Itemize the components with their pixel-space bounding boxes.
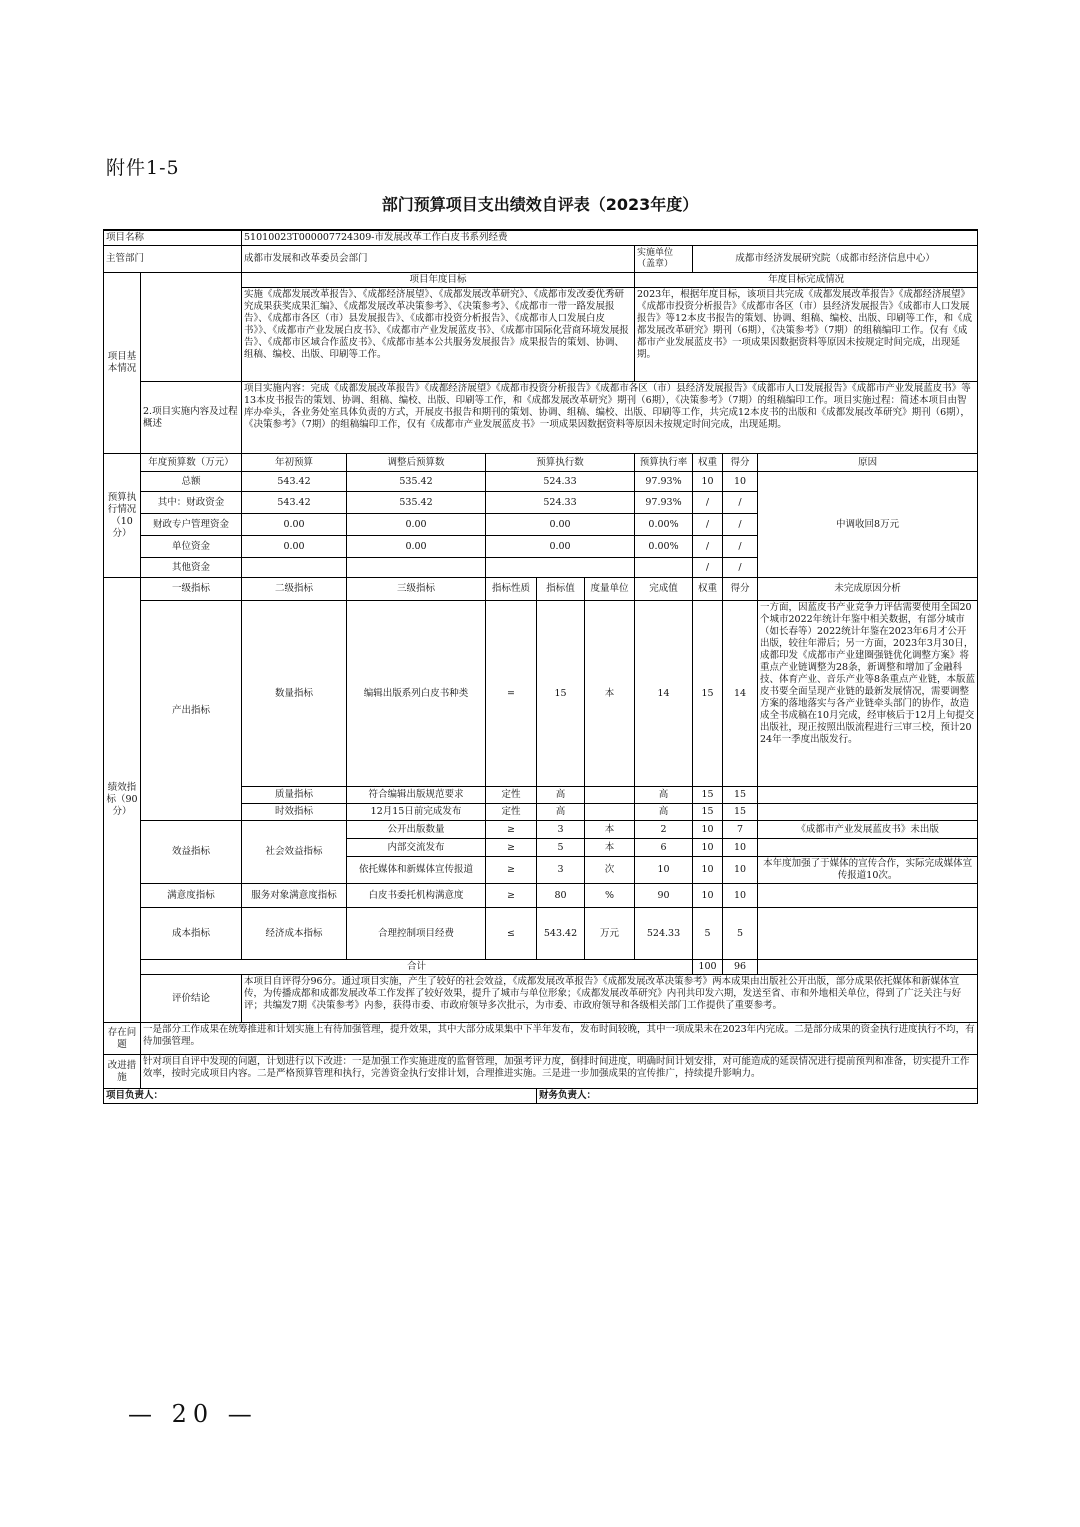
perf-unit: 本 [585,601,635,787]
budget-row-label: 总额 [141,472,242,492]
perf-done: 524.33 [635,908,693,960]
perf-l1: 满意度指标 [141,884,242,908]
perf-header-l2: 二级指标 [242,578,347,601]
perf-l2: 质量指标 [242,787,347,804]
budget-header-adjusted: 调整后预算数 [347,454,486,472]
budget-weight: 10 [693,472,723,492]
budget-header-executed: 预算执行数 [486,454,635,472]
budget-row-label: 财政专户管理资金 [141,514,242,536]
perf-nature: ≤ [486,908,537,960]
perf-unit: % [585,884,635,908]
budget-reason: 中调收回8万元 [758,472,978,578]
page-title: 部门预算项目支出绩效自评表（2023年度） [381,195,699,214]
perf-nature: = [486,601,537,787]
budget-score: 10 [723,472,758,492]
perf-weight: 10 [693,821,723,839]
perf-score: 7 [723,821,758,839]
perf-done: 90 [635,884,693,908]
total-label: 合计 [141,960,693,975]
dept-label: 主管部门 [104,246,242,273]
perf-done: 高 [635,804,693,821]
goal-header: 项目年度目标 [242,273,635,288]
perf-value: 5 [537,839,585,857]
perf-header-score: 得分 [723,578,758,601]
perf-unit: 本 [585,821,635,839]
perf-weight: 10 [693,839,723,857]
budget-initial: 0.00 [242,514,347,536]
perf-l1: 成本指标 [141,908,242,960]
budget-weight: / [693,514,723,536]
perf-reason: 本年度加强了于媒体的宣传合作，实际完成媒体宣传报道10次。 [758,857,978,884]
perf-total-row [104,960,978,975]
self-evaluation-table [103,229,978,1104]
perf-weight: 5 [693,908,723,960]
perf-score: 10 [723,857,758,884]
perf-weight: 10 [693,884,723,908]
budget-weight: / [693,558,723,578]
budget-score: / [723,536,758,558]
budget-header-reason: 原因 [758,454,978,472]
budget-executed [486,558,635,578]
perf-weight: 15 [693,804,723,821]
perf-l3: 白皮书委托机构满意度 [347,884,486,908]
attachment-label: 附件1-5 [106,157,180,179]
perf-reason: 《成都市产业发展蓝皮书》未出版 [758,821,978,839]
budget-header-rate: 预算执行率 [635,454,693,472]
perf-unit: 次 [585,857,635,884]
perf-nature: ≥ [486,857,537,884]
perf-header-reason: 未完成原因分析 [758,578,978,601]
conclusion-label: 评价结论 [141,975,242,1023]
benefit-l2: 社会效益指标 [242,821,347,884]
budget-rate: 97.93% [635,472,693,492]
project-name: 51010023T000007724309-市发展改革工作白皮书系列经费 [242,230,978,246]
perf-l3: 符合编辑出版规范要求 [347,787,486,804]
budget-executed: 0.00 [486,514,635,536]
perf-reason [758,908,978,960]
perf-row-satisfaction [104,884,978,908]
budget-executed: 0.00 [486,536,635,558]
perf-unit: 万元 [585,908,635,960]
budget-weight: / [693,536,723,558]
benefit-label: 效益指标 [141,821,242,884]
perf-value: 3 [537,857,585,884]
budget-header-weight: 权重 [693,454,723,472]
perf-score: 10 [723,839,758,857]
item1-goal: 实施《成都发展改革报告》、《成都经济展望》、《成都发展改革研究》、《成都市发改委优秀研究成果获奖成果汇编》、《成都发展改革决策参考》、《决策参考》、《成都市一带一路发展报告》、《成都市各区（市）县发展报告》、《成都市投资分析报告》、《成都市人口发展白皮书》》、《成都市产业发展白皮书》、《成都市产业发展蓝皮书》、《成都市国际化营商环境发展报告》、《成都市区域合作蓝皮书》、《成都市基本公共服务发展报告》成果报告的策划、协调、组稿、编校、出版、印刷等工作。 [242,288,635,382]
perf-header-l1: 一级指标 [141,578,242,601]
budget-adjusted: 535.42 [347,472,486,492]
conclusion-text: 本项目自评得分96分。通过项目实施，产生了较好的社会效益，《成都发展改革报告》《成都发展改革决策参考》两本成果由出版社公开出版，部分成果依托媒体和新媒体宣传，为传播成都和成都发展改革工作发挥了较好效果，提升了城市与单位形象；《成都发展改革研究》内刊共印发六期，发送至省、市和外地相关单位，得到了广泛关注与好评；共编发7期《决策参考》内参，获得市委、市政府领导多次批示，为市委、市政府领导和各级相关部门工作提供了重要参考。 [242,975,978,1023]
perf-l2: 时效指标 [242,804,347,821]
budget-initial: 543.42 [242,492,347,514]
project-name-label: 项目名称 [104,230,242,246]
perf-unit [585,787,635,804]
perf-reason [758,884,978,908]
perf-nature: ≥ [486,839,537,857]
problems-label: 存在问题 [104,1023,141,1055]
budget-executed: 524.33 [486,492,635,514]
total-weight: 100 [693,960,723,975]
output-label: 产出指标 [141,601,242,821]
perf-value: 543.42 [537,908,585,960]
perf-score: 15 [723,804,758,821]
budget-row-label: 其中：财政资金 [141,492,242,514]
perf-section-label: 绩效指标（90分） [104,578,141,1023]
perf-done: 6 [635,839,693,857]
budget-adjusted: 0.00 [347,536,486,558]
budget-rate: 0.00% [635,536,693,558]
budget-row-label: 单位资金 [141,536,242,558]
perf-done: 高 [635,787,693,804]
perf-l3: 依托媒体和新媒体宣传报道 [347,857,486,884]
problems-text: 一是部分工作成果在统筹推进和计划实施上有待加强管理，提升效果，其中大部分成果集中下半年发布，发布时间较晚，其中一项成果未在2023年内完成。二是部分成果的资金执行进度执行不均，有待加强管理。 [141,1023,978,1055]
budget-initial [242,558,347,578]
perf-l3: 12月15日前完成发布 [347,804,486,821]
perf-done: 10 [635,857,693,884]
perf-done: 14 [635,601,693,787]
item2-label: 2.项目实施内容及过程概述 [141,382,242,454]
perf-nature: ≥ [486,884,537,908]
perf-l2: 数量指标 [242,601,347,787]
measures-label: 改进措施 [104,1055,141,1089]
perf-reason [758,787,978,804]
budget-executed: 524.33 [486,472,635,492]
budget-initial: 0.00 [242,536,347,558]
perf-l3: 公开出版数量 [347,821,486,839]
dept: 成都市发展和改革委员会部门 [242,246,635,273]
impl-unit-label: 实施单位（盖章） [635,246,693,273]
budget-rate [635,558,693,578]
budget-score: / [723,492,758,514]
completion-header: 年度目标完成情况 [635,273,978,288]
perf-value: 高 [537,787,585,804]
budget-header-year: 年度预算数（万元） [141,454,242,472]
finance-lead-label: 财务负责人： [537,1089,978,1104]
perf-unit [585,804,635,821]
perf-reason: 一方面，因蓝皮书产业竞争力评估需要使用全国20个城市2022年统计年鉴中相关数据，有部分城市（如长春等）2022统计年鉴在2023年6月才公开出版，较往年滞后；另一方面，2023年3月30日，成都印发《成都市产业建圈强链优化调整方案》将重点产业链调整为28条，新调整和增加了金融科技、体育产业、音乐产业等8条重点产业链，本版蓝皮书要全面呈现产业链的最新发展情况，需要调整方案的落地落实与各产业链牵头部门的协作，故造成全书成稿在10月完成，经审核后于12月上旬提交出版社，现正按照出版流程进行三审三校，预计2024年一季度出版发行。 [758,601,978,787]
perf-score: 14 [723,601,758,787]
budget-adjusted: 535.42 [347,492,486,514]
perf-score: 15 [723,787,758,804]
perf-score: 5 [723,908,758,960]
perf-weight: 15 [693,601,723,787]
budget-score: / [723,514,758,536]
basic-section-label: 项目基本情况 [104,273,141,454]
budget-header-score: 得分 [723,454,758,472]
perf-l3: 编辑出版系列白皮书种类 [347,601,486,787]
perf-row-cost [104,908,978,960]
project-lead-label: 项目负责人： [104,1089,537,1104]
perf-l2: 经济成本指标 [242,908,347,960]
page-number: — 20 — [128,1400,258,1428]
budget-section-label: 预算执行情况（10分） [104,454,141,578]
perf-l3: 内部交流发布 [347,839,486,857]
perf-value: 高 [537,804,585,821]
perf-row-benefit [104,821,978,839]
budget-score: / [723,558,758,578]
perf-nature: 定性 [486,804,537,821]
perf-value: 15 [537,601,585,787]
perf-score: 10 [723,884,758,908]
item2-text: 项目实施内容：完成《成都发展改革报告》《成都经济展望》《成都市投资分析报告》《成都市各区（市）县经济发展报告》《成都市人口发展报告》《成都市产业发展蓝皮书》等13本皮书报告的策划、协调、组稿、编校、出版、印刷等工作，和《成都发展改革研究》期刊（6期），《决策参考》（7期）的组稿编印工作。项目实施过程：简述本项目由智库办牵头，各业务处室具体负责的方式，开展皮书报告和期刊的策划、协调、组稿、编校、出版、印刷等工作，共完成12本皮书的出版和《成都发展改革研究》期刊（6期），《决策参考》（7期）的组稿编印工作，仅有《成都市产业发展蓝皮书》一项成果因数据资料等原因未按规定时间完成，出现延期。 [242,382,978,454]
budget-adjusted: 0.00 [347,514,486,536]
budget-rate: 0.00% [635,514,693,536]
perf-unit: 本 [585,839,635,857]
budget-rate: 97.93% [635,492,693,514]
perf-header-weight: 权重 [693,578,723,601]
perf-header-unit: 度量单位 [585,578,635,601]
perf-value: 80 [537,884,585,908]
item1-completion: 2023年，根据年度目标，该项目共完成《成都发展改革报告》《成都经济展望》《成都市投资分析报告》《成都市各区（市）县经济发展报告》《成都市人口发展报告》等12本皮书报告的策划、协调、组稿、编校、出版、印刷等工作，和《成都发展改革研究》期刊（6期），《决策参考》（7期）的组稿编印工作。仅有《成都市产业发展蓝皮书》一项成果因数据资料等原因未按规定时间完成，出现延期。 [635,288,978,382]
budget-row-label: 其他资金 [141,558,242,578]
budget-initial: 543.42 [242,472,347,492]
total-score: 96 [723,960,758,975]
budget-adjusted [347,558,486,578]
perf-nature: ≥ [486,821,537,839]
perf-reason [758,804,978,821]
impl-unit: 成都市经济发展研究院（成都市经济信息中心） [693,246,978,273]
perf-l3: 合理控制项目经费 [347,908,486,960]
budget-weight: / [693,492,723,514]
perf-row-quantity [104,601,978,787]
perf-reason [758,839,978,857]
budget-row [104,472,978,492]
budget-header-initial: 年初预算 [242,454,347,472]
perf-l2: 服务对象满意度指标 [242,884,347,908]
perf-header-nature: 指标性质 [486,578,537,601]
perf-done: 2 [635,821,693,839]
perf-header-value: 指标值 [537,578,585,601]
perf-weight: 15 [693,787,723,804]
measures-text: 针对项目自评中发现的问题，计划进行以下改进：一是加强工作实施进度的监督管理，加强考评力度，倒排时间进度，明确时间计划安排，对可能造成的延误情况进行提前预判和准备，切实提升工作效率，按时完成项目内容。二是严格预算管理和执行，完善资金执行安排计划，合理推进实施。三是进一步加强成果的宣传推广，持续提升影响力。 [141,1055,978,1089]
perf-nature: 定性 [486,787,537,804]
perf-weight: 10 [693,857,723,884]
perf-value: 3 [537,821,585,839]
perf-header-l3: 三级指标 [347,578,486,601]
perf-header-done: 完成值 [635,578,693,601]
